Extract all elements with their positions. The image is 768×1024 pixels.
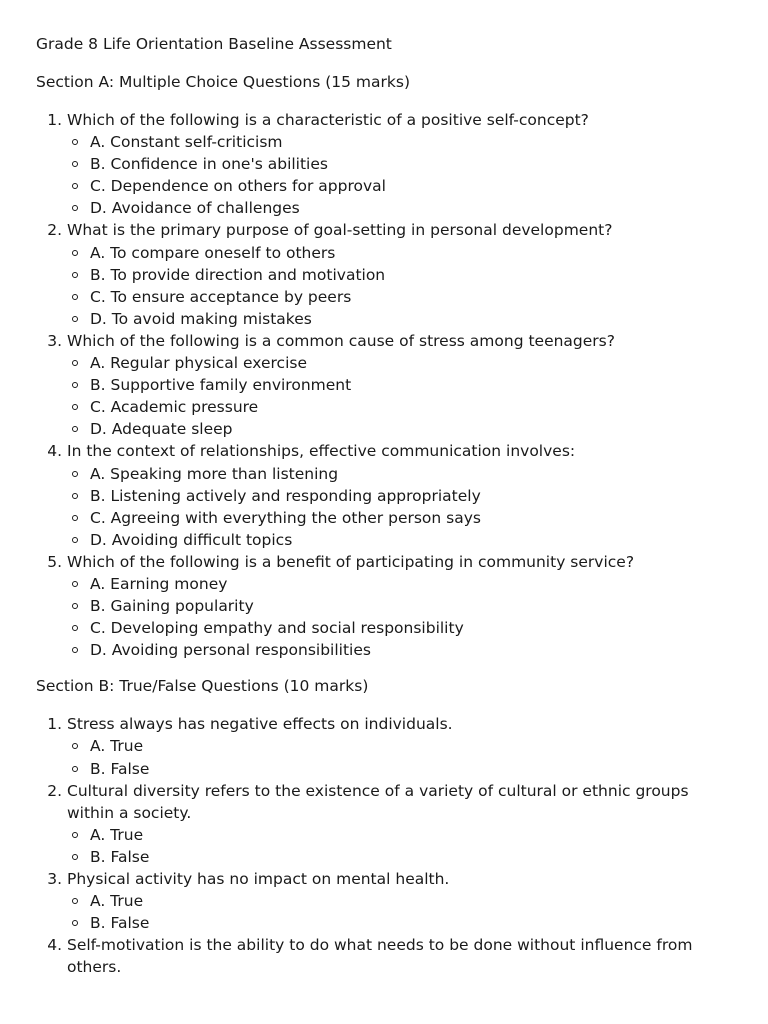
option-item: C. Agreeing with everything the other person says bbox=[90, 507, 732, 529]
option-list bbox=[67, 735, 732, 779]
question-item bbox=[67, 713, 732, 779]
option-item: A. To compare oneself to others bbox=[90, 242, 732, 264]
section-b-title: Section B: True/False Questions (10 marks) bbox=[36, 677, 369, 696]
question-text: In the context of relationships, effective communication involves: bbox=[67, 442, 576, 461]
option-item: B. False bbox=[90, 846, 732, 868]
page-title: Grade 8 Life Orientation Baseline Assessment bbox=[36, 35, 392, 53]
option-item: D. To avoid making mistakes bbox=[90, 308, 732, 330]
option-item: C. Developing empathy and social responsibility bbox=[90, 617, 732, 639]
option-item: C. Academic pressure bbox=[90, 396, 732, 418]
option-list bbox=[67, 242, 732, 330]
option-item: A. True bbox=[90, 890, 732, 912]
question-item bbox=[67, 868, 732, 934]
question-text: Self-motivation is the ability to do what needs to be done without influence from others. bbox=[67, 936, 693, 977]
option-item: A. Regular physical exercise bbox=[90, 352, 732, 374]
option-item: B. Supportive family environment bbox=[90, 374, 732, 396]
option-item: D. Avoidance of challenges bbox=[90, 197, 732, 219]
question-text: Physical activity has no impact on mental health. bbox=[67, 870, 450, 888]
question-item bbox=[67, 780, 732, 868]
question-text: Stress always has negative effects on individuals. bbox=[67, 715, 453, 734]
question-item bbox=[67, 934, 732, 978]
option-item: A. Constant self-criticism bbox=[90, 131, 732, 153]
option-list bbox=[67, 890, 732, 934]
option-list bbox=[67, 352, 732, 440]
option-item: B. Gaining popularity bbox=[90, 595, 732, 617]
option-list bbox=[67, 824, 732, 868]
option-item: A. True bbox=[90, 735, 732, 757]
question-item bbox=[67, 440, 732, 550]
section-b-question-list bbox=[36, 713, 732, 978]
option-item: A. True bbox=[90, 824, 732, 846]
question-item bbox=[67, 109, 732, 219]
option-item: D. Avoiding difficult topics bbox=[90, 529, 732, 551]
option-list bbox=[67, 573, 732, 661]
question-item bbox=[67, 219, 732, 329]
question-item bbox=[67, 330, 732, 440]
section-a-question-list bbox=[36, 109, 732, 661]
option-item: B. False bbox=[90, 758, 732, 780]
question-item bbox=[67, 551, 732, 661]
option-item: B. Listening actively and responding appropriately bbox=[90, 485, 732, 507]
question-text: Cultural diversity refers to the existence of a variety of cultural or ethnic groups within a society. bbox=[67, 781, 689, 822]
question-text: Which of the following is a benefit of participating in community service? bbox=[67, 552, 635, 571]
option-item: A. Speaking more than listening bbox=[90, 463, 732, 485]
option-item: C. To ensure acceptance by peers bbox=[90, 286, 732, 308]
option-item: D. Avoiding personal responsibilities bbox=[90, 639, 732, 661]
option-list bbox=[67, 463, 732, 551]
section-a-title: Section A: Multiple Choice Questions (15 marks) bbox=[36, 73, 411, 91]
option-item: A. Earning money bbox=[90, 573, 732, 595]
question-text: What is the primary purpose of goal-setting in personal development? bbox=[67, 221, 613, 240]
option-list bbox=[67, 131, 732, 219]
question-text: Which of the following is a characteristic of a positive self-concept? bbox=[67, 111, 589, 129]
option-item: B. To provide direction and motivation bbox=[90, 264, 732, 286]
option-item: D. Adequate sleep bbox=[90, 418, 732, 440]
question-text: Which of the following is a common cause of stress among teenagers? bbox=[67, 331, 615, 350]
option-item: B. Confidence in one's abilities bbox=[90, 153, 732, 175]
option-item: B. False bbox=[90, 912, 732, 934]
option-item: C. Dependence on others for approval bbox=[90, 175, 732, 197]
